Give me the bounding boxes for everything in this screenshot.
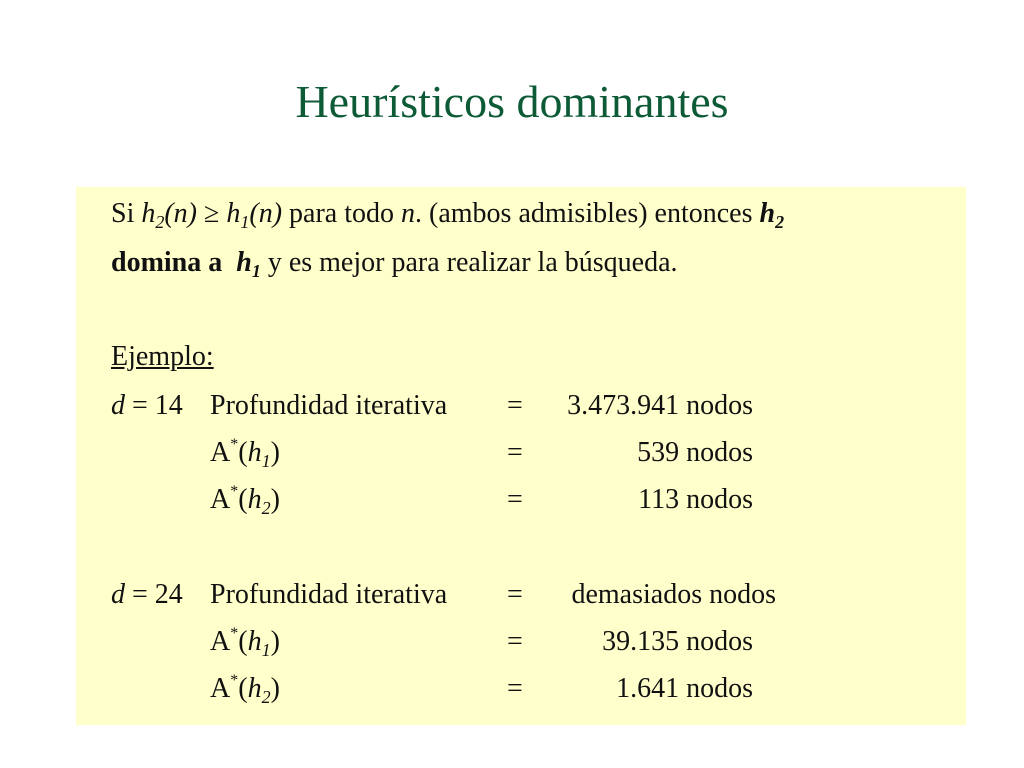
equals-sign: = (507, 484, 523, 515)
h1-bold: $h_1$ (236, 247, 261, 281)
row-value: demasiados nodos (571, 579, 776, 610)
row-label: Profundidad iterativa (210, 579, 448, 610)
depth-14-label: d = 14 (111, 390, 183, 421)
row-value: 113 nodos (638, 484, 753, 515)
equals-sign: = (507, 579, 523, 610)
n-variable: n (401, 198, 416, 229)
row-value: 39.135 nodos (602, 626, 753, 657)
row-label-a-h1: $A^*(h_1)$ (210, 436, 280, 471)
row-label-a-h2: $A^*(h_2)$ (210, 672, 280, 707)
depth-24-label: d = 24 (111, 579, 183, 610)
para-todo-text: para todo (282, 198, 402, 229)
definition-line-1 (111, 197, 784, 231)
equals-sign: = (507, 437, 523, 468)
equals-sign: = (507, 626, 523, 657)
conclusion-text: y es mejor para realizar la búsqueda. (260, 247, 678, 278)
h2-bold: $h_2$ (759, 198, 785, 232)
h1-term: $h_1(n)$ (226, 198, 283, 232)
slide-title: Heurísticos dominantes (295, 76, 729, 127)
row-value: 1.641 nodos (616, 673, 753, 704)
equals-sign: = (507, 673, 523, 704)
equals-sign: = (507, 390, 523, 421)
row-label-a-h2: $A^*(h_2)$ (210, 483, 280, 518)
row-label: Profundidad iterativa (210, 390, 448, 421)
row-label-a-h1: $A^*(h_1)$ (210, 625, 280, 660)
admisibles-text: . (ambos admisibles) entonces (415, 198, 760, 229)
h2-term: $h_2(n)$ (141, 198, 198, 232)
si-word: Si (111, 198, 135, 229)
definition-line-2 (111, 246, 678, 280)
domina-text: domina a (111, 247, 223, 278)
geq-symbol: ≥ (197, 198, 227, 229)
row-value: 539 nodos (637, 437, 753, 468)
example-heading: Ejemplo: (111, 341, 214, 372)
row-value: 3.473.941 nodos (567, 390, 753, 421)
